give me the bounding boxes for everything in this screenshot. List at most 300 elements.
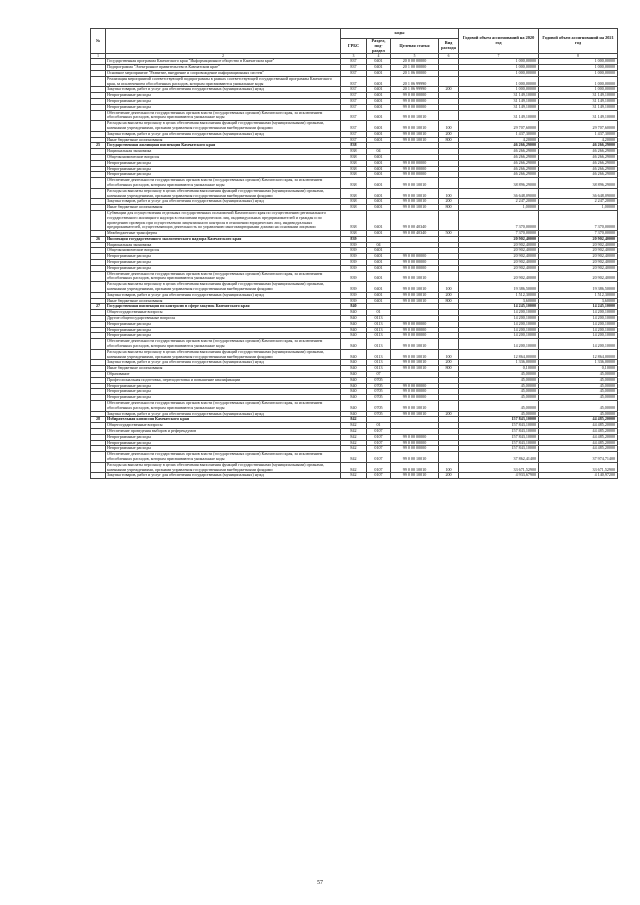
- cell-razdel: 0401: [367, 137, 391, 143]
- cell-name: Национальная экономика: [106, 242, 341, 248]
- cell-plan-2021: 33 671,52900: [539, 462, 618, 473]
- cell-plan-2020: 46 266,29000: [459, 154, 539, 160]
- cell-target: 99 0 00 10010: [391, 298, 439, 304]
- table-row: [91, 282, 618, 293]
- cell-plan-2020: 14 200,10000: [459, 321, 539, 327]
- cell-grbs: 837: [341, 137, 367, 143]
- cell-name: Непрограммные расходы: [106, 104, 341, 110]
- cell-grbs: 838: [341, 210, 367, 230]
- cell-grbs: 840: [341, 411, 367, 417]
- cell-plan-2021: 20 902,40000: [539, 236, 618, 242]
- cell-plan-2020: 31 149,10000: [459, 104, 539, 110]
- cell-grbs: 842: [341, 434, 367, 440]
- budget-table: [90, 28, 618, 479]
- cell-vid: 100: [439, 462, 459, 473]
- cell-target: 99 0 00 10010: [391, 473, 439, 479]
- cell-target: 99 0 00 10010: [391, 199, 439, 205]
- cell-name: Закупка товаров, работ и услуг для обеспечения государственных (муниципальных) нужд: [106, 292, 341, 298]
- cell-plan-2020: 3,60000: [459, 298, 539, 304]
- cell-grbs: 840: [341, 310, 367, 316]
- cell-razdel: 0705: [367, 389, 391, 395]
- cell-razdel: 01: [367, 310, 391, 316]
- cell-target: 99 0 00 10010: [391, 462, 439, 473]
- cell-plan-2021: 29 707,60000: [539, 121, 618, 132]
- table-row: [91, 401, 618, 412]
- cell-plan-2021: 14 200,10000: [539, 321, 618, 327]
- cell-plan-2021: 38 896,29000: [539, 178, 618, 189]
- cell-plan-2020: 1 336,00000: [459, 360, 539, 366]
- cell-plan-2020: 7 370,00000: [459, 210, 539, 230]
- table-row: [91, 121, 618, 132]
- cell-target: 99 0 00 00000: [391, 434, 439, 440]
- cell-target: 99 0 00 10010: [391, 271, 439, 282]
- cell-grbs: 842: [341, 417, 367, 423]
- cell-name: Непрограммные расходы: [106, 160, 341, 166]
- cell-grbs: 839: [341, 260, 367, 266]
- cell-name: Непрограммные расходы: [106, 440, 341, 446]
- cell-name: Образование: [106, 372, 341, 378]
- table-row: [91, 452, 618, 463]
- cell-plan-2020: 157 843,10000: [459, 428, 539, 434]
- cell-plan-2021: 3,60000: [539, 298, 618, 304]
- cell-vid: [439, 110, 459, 121]
- cell-grbs: 840: [341, 360, 367, 366]
- cell-name: Общегосударственные вопросы: [106, 423, 341, 429]
- cell-plan-2021: 31 149,10000: [539, 110, 618, 121]
- cell-num: [91, 452, 106, 463]
- cell-name: Национальная экономика: [106, 149, 341, 155]
- cell-grbs: 842: [341, 428, 367, 434]
- cell-grbs: 840: [341, 339, 367, 350]
- header-plan-2020: Годовой объем ассигнований на 2020 год: [459, 29, 539, 54]
- cell-plan-2020: 157 843,10000: [459, 446, 539, 452]
- cell-plan-2020: 4 933,67900: [459, 473, 539, 479]
- table-row: [91, 349, 618, 360]
- cell-plan-2021: 2 247,20000: [539, 199, 618, 205]
- cell-plan-2021: 20 902,40000: [539, 242, 618, 248]
- cell-plan-2020: 14 245,10000: [459, 304, 539, 310]
- cell-grbs: 838: [341, 166, 367, 172]
- cell-plan-2020: 20 902,40000: [459, 271, 539, 282]
- cell-plan-2020: 1 000,00000: [459, 65, 539, 71]
- cell-target: 20 0 00 00000: [391, 59, 439, 65]
- cell-grbs: 840: [341, 333, 367, 339]
- cell-grbs: 839: [341, 282, 367, 293]
- cell-vid: [439, 271, 459, 282]
- cell-name: Общеэкономические вопросы: [106, 248, 341, 254]
- cell-plan-2020: 20 902,40000: [459, 265, 539, 271]
- header-num: №: [91, 29, 106, 54]
- cell-grbs: 838: [341, 178, 367, 189]
- cell-razdel: 0107: [367, 440, 391, 446]
- cell-name: Непрограммные расходы: [106, 93, 341, 99]
- cell-vid: 200: [439, 87, 459, 93]
- cell-plan-2021: 7 370,00000: [539, 231, 618, 237]
- cell-name: Непрограммные расходы: [106, 383, 341, 389]
- cell-name: Непрограммные расходы: [106, 254, 341, 260]
- cell-razdel: 0401: [367, 65, 391, 71]
- cell-grbs: 838: [341, 188, 367, 199]
- cell-plan-2020: 46 266,29000: [459, 160, 539, 166]
- cell-razdel: 0107: [367, 462, 391, 473]
- table-row: [91, 188, 618, 199]
- cell-plan-2021: 1 336,00000: [539, 360, 618, 366]
- cell-plan-2021: 4,20000: [539, 137, 618, 143]
- cell-grbs: 837: [341, 121, 367, 132]
- cell-razdel: 0113: [367, 333, 391, 339]
- cell-plan-2020: 1,00000: [459, 205, 539, 211]
- cell-grbs: 837: [341, 93, 367, 99]
- cell-grbs: 837: [341, 70, 367, 76]
- cell-name: Непрограммные расходы: [106, 166, 341, 172]
- table-row: [91, 462, 618, 473]
- cell-vid: 200: [439, 411, 459, 417]
- cell-target: 99 0 00 10010: [391, 137, 439, 143]
- cell-plan-2020: 1 512,30000: [459, 292, 539, 298]
- cell-name: Непрограммные расходы: [106, 327, 341, 333]
- cell-razdel: 0401: [367, 172, 391, 178]
- cell-target: 99 0 00 10010: [391, 401, 439, 412]
- colnum: 2: [106, 54, 341, 59]
- cell-name: Закупка товаров, работ и услуг для обеспечения государственных (муниципальных) нужд: [106, 87, 341, 93]
- cell-target: 99 0 00 00000: [391, 160, 439, 166]
- table-row: [91, 76, 618, 87]
- cell-grbs: 837: [341, 65, 367, 71]
- cell-grbs: 839: [341, 265, 367, 271]
- cell-vid: 200: [439, 131, 459, 137]
- cell-grbs: 840: [341, 316, 367, 322]
- cell-grbs: 837: [341, 59, 367, 65]
- cell-grbs: 839: [341, 298, 367, 304]
- cell-target: 99 0 00 00000: [391, 389, 439, 395]
- cell-target: 99 0 00 40340: [391, 231, 439, 237]
- cell-name: Непрограммные расходы: [106, 321, 341, 327]
- cell-name: Межбюджетные трансферты: [106, 231, 341, 237]
- cell-name: Закупка товаров, работ и услуг для обеспечения государственных (муниципальных) нужд: [106, 411, 341, 417]
- cell-plan-2020: 46 266,29000: [459, 149, 539, 155]
- cell-razdel: 0401: [367, 76, 391, 87]
- table-row: [91, 178, 618, 189]
- cell-target: 99 0 00 40340: [391, 210, 439, 230]
- cell-num: [91, 282, 106, 293]
- cell-razdel: 0107: [367, 452, 391, 463]
- cell-plan-2021: 20 902,40000: [539, 271, 618, 282]
- cell-grbs: 839: [341, 242, 367, 248]
- cell-grbs: 842: [341, 423, 367, 429]
- cell-plan-2020: 46 266,29000: [459, 143, 539, 149]
- cell-plan-2020: 20 902,40000: [459, 248, 539, 254]
- cell-name: Обеспечение деятельности государственных органов власти (государственных органов) Камчатского края, за исключением обособленных расходов, которым присваиваются уникальные коды: [106, 339, 341, 350]
- cell-plan-2021: 19 386,50000: [539, 282, 618, 293]
- cell-razdel: 0705: [367, 383, 391, 389]
- cell-plan-2020: 37 862,41400: [459, 452, 539, 463]
- cell-name: Иные бюджетные ассигнования: [106, 137, 341, 143]
- cell-plan-2021: 14 200,10000: [539, 333, 618, 339]
- colnum: 7: [459, 54, 539, 59]
- cell-target: 99 0 00 10010: [391, 110, 439, 121]
- cell-vid: 500: [439, 231, 459, 237]
- cell-vid: [439, 401, 459, 412]
- cell-vid: [439, 339, 459, 350]
- cell-num: [91, 121, 106, 132]
- cell-plan-2021: 46 266,29000: [539, 149, 618, 155]
- cell-target: 99 0 00 10010: [391, 339, 439, 350]
- cell-plan-2020: 45,00000: [459, 395, 539, 401]
- cell-razdel: 0401: [367, 254, 391, 260]
- cell-target: 99 0 00 00000: [391, 172, 439, 178]
- cell-razdel: 0113: [367, 327, 391, 333]
- table-row: [91, 473, 618, 479]
- cell-plan-2020: 1 000,00000: [459, 76, 539, 87]
- cell-plan-2020: 12 864,00000: [459, 349, 539, 360]
- cell-name: Непрограммные расходы: [106, 395, 341, 401]
- cell-num: 27: [91, 304, 106, 310]
- cell-name: Непрограммные расходы: [106, 260, 341, 266]
- cell-plan-2021: 44 485,20000: [539, 428, 618, 434]
- cell-razdel: 0113: [367, 366, 391, 372]
- cell-target: 99 0 00 00000: [391, 260, 439, 266]
- cell-plan-2021: 45,00000: [539, 401, 618, 412]
- cell-plan-2021: 20 902,40000: [539, 248, 618, 254]
- cell-name: Инспекция государственного экологического надзора Камчатского края: [106, 236, 341, 242]
- cell-grbs: 837: [341, 110, 367, 121]
- cell-num: [91, 210, 106, 230]
- cell-plan-2020: 19 386,50000: [459, 282, 539, 293]
- cell-name: Расходы на выплаты персоналу в целях обеспечения выполнения функций государственными (муниципальными) органами, казенными учреждениями, органами управления государственными внебюджетными фондами: [106, 188, 341, 199]
- cell-name: Основное мероприятие "Развитие, внедрение и сопровождение информационных систем": [106, 70, 341, 76]
- cell-name: Подпрограмма "Электронное правительство в Камчатском крае": [106, 65, 341, 71]
- cell-plan-2021: 12 864,00000: [539, 349, 618, 360]
- cell-plan-2020: 14 200,10000: [459, 310, 539, 316]
- cell-plan-2021: 45,00000: [539, 411, 618, 417]
- cell-target: 99 0 00 10010: [391, 366, 439, 372]
- cell-grbs: 837: [341, 131, 367, 137]
- cell-target: 99 0 00 10010: [391, 188, 439, 199]
- cell-name: Непрограммные расходы: [106, 333, 341, 339]
- cell-plan-2021: 31 149,10000: [539, 104, 618, 110]
- cell-grbs: 840: [341, 389, 367, 395]
- cell-razdel: 0107: [367, 473, 391, 479]
- cell-name: Избирательная комиссия Камчатского края: [106, 417, 341, 423]
- cell-plan-2021: 1 000,00000: [539, 59, 618, 65]
- colnum: 3: [341, 54, 367, 59]
- cell-grbs: 840: [341, 321, 367, 327]
- cell-name: Общегосударственные вопросы: [106, 310, 341, 316]
- cell-plan-2020: 36 648,09000: [459, 188, 539, 199]
- cell-plan-2021: 44 485,20000: [539, 423, 618, 429]
- cell-num: 28: [91, 417, 106, 423]
- table-row: [91, 339, 618, 350]
- cell-razdel: 0107: [367, 446, 391, 452]
- cell-razdel: 0401: [367, 154, 391, 160]
- cell-plan-2021: 1 000,00000: [539, 76, 618, 87]
- cell-plan-2021: 44 485,20000: [539, 446, 618, 452]
- cell-target: 99 0 00 10010: [391, 411, 439, 417]
- cell-num: [91, 473, 106, 479]
- cell-plan-2021: 14 245,10000: [539, 304, 618, 310]
- cell-plan-2021: 14 200,10000: [539, 339, 618, 350]
- cell-name: Непрограммные расходы: [106, 265, 341, 271]
- cell-grbs: 837: [341, 87, 367, 93]
- cell-name: Иные бюджетные ассигнования: [106, 366, 341, 372]
- table-row: [91, 210, 618, 230]
- cell-target: 99 0 00 10010: [391, 178, 439, 189]
- cell-grbs: 840: [341, 377, 367, 383]
- cell-target: 20 1 06 00000: [391, 70, 439, 76]
- cell-target: 99 0 00 00000: [391, 254, 439, 260]
- cell-num: [91, 271, 106, 282]
- cell-grbs: 837: [341, 104, 367, 110]
- cell-grbs: 840: [341, 372, 367, 378]
- cell-vid: [439, 452, 459, 463]
- header-codes: коды: [341, 29, 459, 39]
- cell-plan-2020: 1 000,00000: [459, 87, 539, 93]
- cell-plan-2021: 46 266,29000: [539, 143, 618, 149]
- cell-vid: 200: [439, 199, 459, 205]
- cell-razdel: 0401: [367, 282, 391, 293]
- cell-plan-2020: 46 266,29000: [459, 172, 539, 178]
- cell-razdel: 0401: [367, 98, 391, 104]
- cell-plan-2021: 45,00000: [539, 383, 618, 389]
- cell-plan-2021: 31 149,10000: [539, 98, 618, 104]
- cell-name: Иные бюджетные ассигнования: [106, 205, 341, 211]
- cell-num: 25: [91, 143, 106, 149]
- cell-razdel: 0401: [367, 210, 391, 230]
- cell-target: 99 0 00 00000: [391, 93, 439, 99]
- cell-grbs: 839: [341, 236, 367, 242]
- cell-vid: 100: [439, 282, 459, 293]
- cell-grbs: 837: [341, 76, 367, 87]
- cell-target: 99 0 00 10010: [391, 292, 439, 298]
- colnum: 8: [539, 54, 618, 59]
- cell-num: [91, 188, 106, 199]
- cell-razdel: 0401: [367, 298, 391, 304]
- cell-plan-2020: 1 000,00000: [459, 70, 539, 76]
- cell-target: 20 1 06 99990: [391, 87, 439, 93]
- cell-target: 99 0 00 00000: [391, 333, 439, 339]
- cell-plan-2021: 20 902,40000: [539, 265, 618, 271]
- cell-razdel: 0113: [367, 360, 391, 366]
- header-grbs: ГРБС: [341, 39, 367, 54]
- cell-plan-2020: 1 000,00000: [459, 59, 539, 65]
- cell-name: Непрограммные расходы: [106, 389, 341, 395]
- cell-plan-2021: 46 266,29000: [539, 154, 618, 160]
- header-razdel: Раздел, под- раздел: [367, 39, 391, 54]
- cell-plan-2020: 157 843,10000: [459, 423, 539, 429]
- cell-name: Непрограммные расходы: [106, 98, 341, 104]
- cell-grbs: 842: [341, 446, 367, 452]
- cell-plan-2021: 45,00000: [539, 372, 618, 378]
- cell-razdel: 0113: [367, 316, 391, 322]
- cell-target: 99 0 00 00000: [391, 321, 439, 327]
- cell-target: 99 0 00 00000: [391, 440, 439, 446]
- cell-name: Обеспечение деятельности государственных органов власти (государственных органов) Камчатского края, за исключением обособленных расходов, которым присваиваются уникальные коды: [106, 110, 341, 121]
- cell-name: Реализация мероприятий соответствующей подпрограммы в рамках соответствующей государственной программы Камчатского края, за исключением обособленных расходов, которым присваиваются уникальные коды: [106, 76, 341, 87]
- cell-vid: 800: [439, 298, 459, 304]
- cell-plan-2020: 31 149,10000: [459, 110, 539, 121]
- cell-target: 99 0 00 10010: [391, 282, 439, 293]
- cell-name: Обеспечение проведения выборов и референдумов: [106, 428, 341, 434]
- cell-grbs: 838: [341, 172, 367, 178]
- cell-name: Обеспечение деятельности государственных органов власти (государственных органов) Камчатского края, за исключением обособленных расходов, которым присваиваются уникальные коды: [106, 452, 341, 463]
- cell-name: Профессиональная подготовка, переподготовка и повышение квалификации: [106, 377, 341, 383]
- cell-plan-2020: 33 671,52900: [459, 462, 539, 473]
- cell-razdel: 0401: [367, 131, 391, 137]
- cell-grbs: 838: [341, 143, 367, 149]
- cell-plan-2020: 38 896,29000: [459, 178, 539, 189]
- cell-target: 99 0 00 00000: [391, 166, 439, 172]
- cell-name: Государственная программа Камчатского края "Информационное общество в Камчатском крае": [106, 59, 341, 65]
- cell-razdel: 0401: [367, 231, 391, 237]
- cell-grbs: 840: [341, 383, 367, 389]
- cell-razdel: 0401: [367, 178, 391, 189]
- cell-razdel: 0401: [367, 199, 391, 205]
- colnum: 6: [439, 54, 459, 59]
- cell-grbs: 840: [341, 349, 367, 360]
- cell-vid: 100: [439, 188, 459, 199]
- cell-target: 99 0 00 10010: [391, 349, 439, 360]
- cell-razdel: 0401: [367, 265, 391, 271]
- cell-razdel: 0705: [367, 395, 391, 401]
- header-plan-2021: Годовой объем ассигнований на 2021 год: [539, 29, 618, 54]
- cell-grbs: 839: [341, 248, 367, 254]
- cell-grbs: 842: [341, 440, 367, 446]
- cell-vid: 200: [439, 360, 459, 366]
- cell-plan-2020: 14 200,10000: [459, 333, 539, 339]
- cell-plan-2020: 157 843,10000: [459, 417, 539, 423]
- cell-target: 99 0 00 10010: [391, 205, 439, 211]
- cell-name: Субвенции для осуществления отдельных государственных полномочий Камчатского края по осуществлению регионального государственного жилищного надзора в отношении юридических лиц, индивидуальных предпринимателей и граждан и по проведению проверок при осуществлении лицензионного контроля в отношении юридических лиц, индивидуальных предпринимателей, осуществляющих деятельность по управлению многоквартирными домами на основании лицензии: [106, 210, 341, 230]
- cell-razdel: 0107: [367, 428, 391, 434]
- cell-grbs: 839: [341, 292, 367, 298]
- cell-name: Обеспечение деятельности государственных органов власти (государственных органов) Камчатского края, за исключением обособленных расходов, которым присваиваются уникальные коды: [106, 401, 341, 412]
- cell-plan-2020: 20 902,40000: [459, 242, 539, 248]
- header-vid: Вид расхода: [439, 39, 459, 54]
- cell-plan-2020: 2 247,20000: [459, 199, 539, 205]
- cell-plan-2021: 7 370,00000: [539, 210, 618, 230]
- cell-grbs: 838: [341, 231, 367, 237]
- cell-plan-2021: 45,00000: [539, 395, 618, 401]
- cell-plan-2021: 1 000,00000: [539, 65, 618, 71]
- cell-grbs: 840: [341, 327, 367, 333]
- cell-plan-2020: 4,20000: [459, 137, 539, 143]
- cell-name: Государственная жилищная инспекция Камчатского края: [106, 143, 341, 149]
- cell-plan-2021: 1 437,30000: [539, 131, 618, 137]
- cell-plan-2020: 0,10000: [459, 366, 539, 372]
- cell-name: Расходы на выплаты персоналу в целях обеспечения выполнения функций государственными (муниципальными) органами, казенными учреждениями, органами управления государственными внебюджетными фондами: [106, 462, 341, 473]
- cell-name: Расходы на выплаты персоналу в целях обеспечения выполнения функций государственными (муниципальными) органами, казенными учреждениями, органами управления государственными внебюджетными фондами: [106, 282, 341, 293]
- cell-plan-2020: 45,00000: [459, 411, 539, 417]
- cell-name: Непрограммные расходы: [106, 172, 341, 178]
- cell-razdel: 0401: [367, 70, 391, 76]
- cell-vid: 100: [439, 121, 459, 132]
- cell-target: 99 0 00 00000: [391, 265, 439, 271]
- table-body: [91, 59, 618, 479]
- cell-plan-2020: 31 149,10000: [459, 98, 539, 104]
- cell-plan-2020: 45,00000: [459, 389, 539, 395]
- cell-vid: 100: [439, 349, 459, 360]
- cell-target: 99 0 00 00000: [391, 104, 439, 110]
- cell-grbs: 838: [341, 149, 367, 155]
- cell-name: Закупка товаров, работ и услуг для обеспечения государственных (муниципальных) нужд: [106, 473, 341, 479]
- cell-razdel: 04: [367, 149, 391, 155]
- cell-razdel: 0401: [367, 87, 391, 93]
- cell-vid: 800: [439, 205, 459, 211]
- cell-grbs: 840: [341, 395, 367, 401]
- cell-razdel: 0401: [367, 104, 391, 110]
- cell-name: Расходы на выплаты персоналу в целях обеспечения выполнения функций государственными (муниципальными) органами, казенными учреждениями, органами управления государственными внебюджетными фондами: [106, 349, 341, 360]
- cell-vid: [439, 210, 459, 230]
